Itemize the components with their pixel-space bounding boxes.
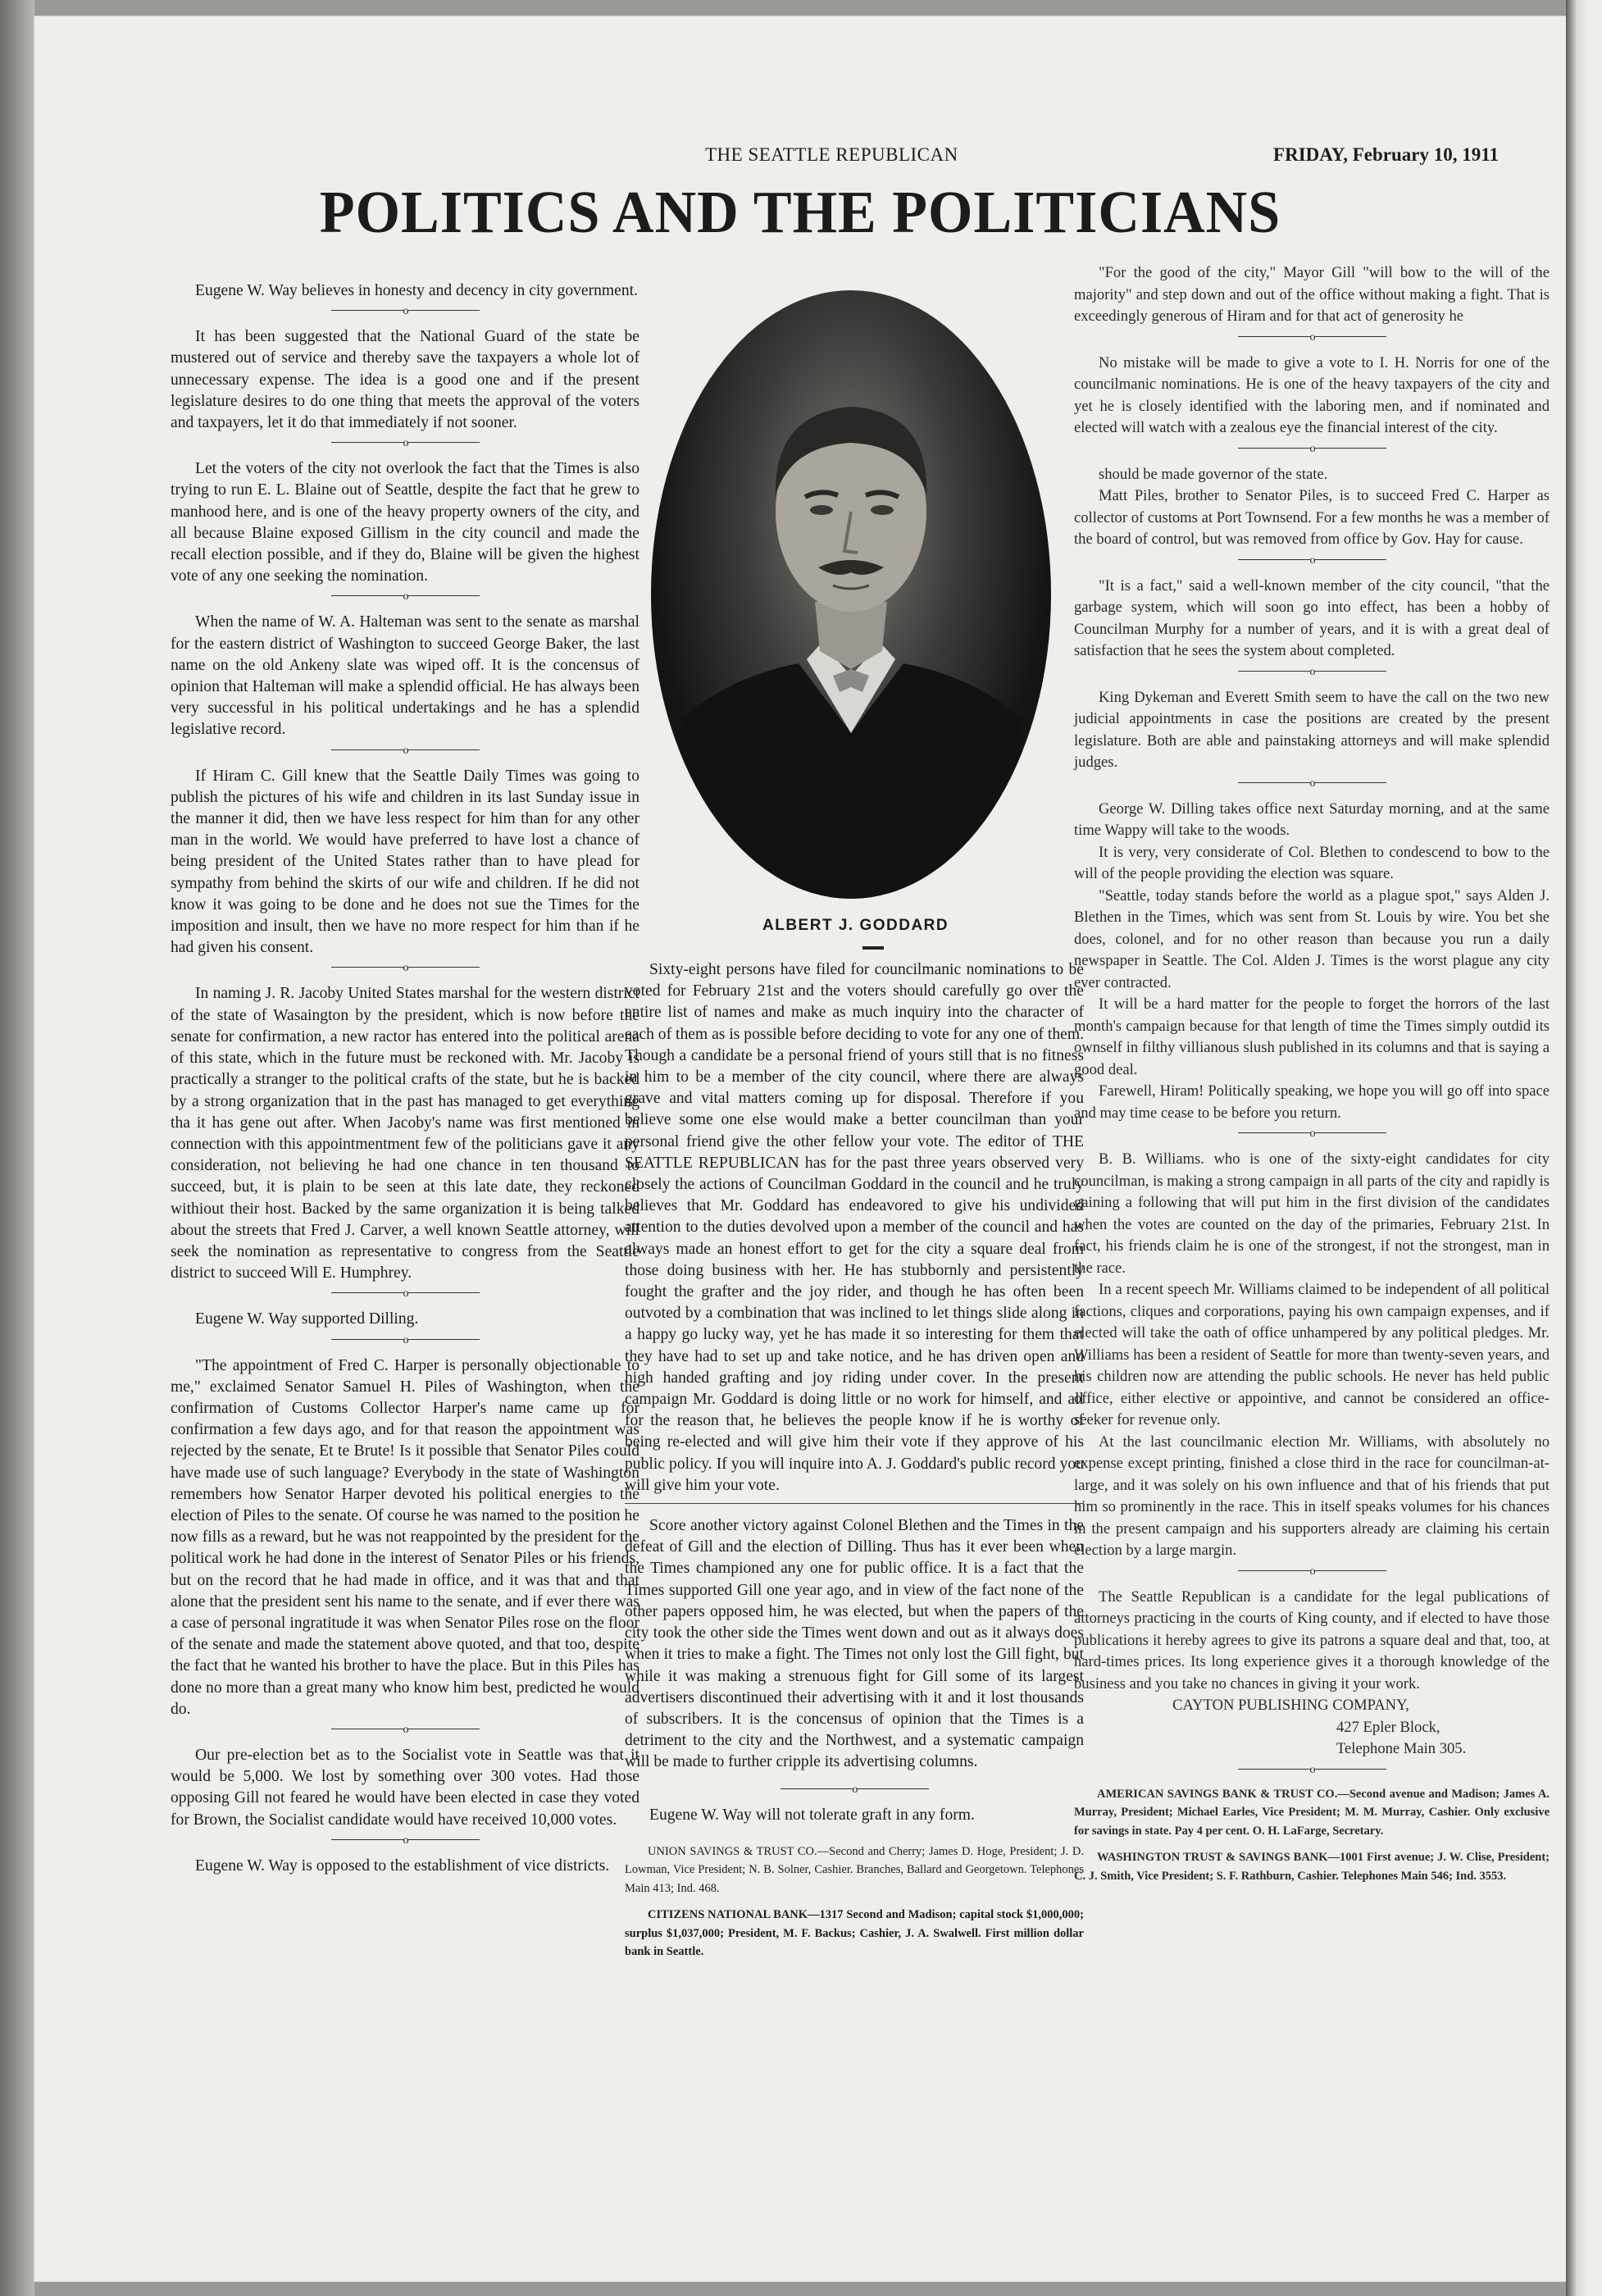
article-paragraph: No mistake will be made to give a vote to I. H. Norris for one of the councilmanic nominations. He is one of the heavy taxpayers of the city and yet he is closely identified with the laboring men, and if nominated and elected will watch with a zealous eye the financial interest of the city.: [1074, 353, 1550, 436]
separator: o: [171, 590, 639, 604]
caption-ornament: [862, 946, 884, 950]
separator: o: [171, 962, 639, 975]
bank-ad: UNION SAVINGS & TRUST CO.—Second and Cherry; James D. Hoge, President; J. D. Lowman, Vice President; N. B. Solner, Cashier. Branches, Ballard and Georgetown. Telephones Main 413; Ind. 468.: [625, 1844, 1084, 1895]
article-paragraph: B. B. Williams. who is one of the sixty-eight candidates for city councilman, is making a strong campaign in all parts of the city and rapidly is gaining a following that will put him in the first division of the candidates when the votes are counted on the day of the primaries, February 21st. In fact, his friends claim he is one of the strongest, if not the strongest, man in the race.: [1074, 1150, 1550, 1277]
separator: o: [1074, 443, 1550, 456]
newspaper-page: [34, 16, 1566, 2281]
right-column: [1074, 262, 1550, 1893]
page-headline: POLITICS AND THE POLITICIANS: [319, 180, 1281, 246]
article-paragraph: Matt Piles, brother to Senator Piles, is to succeed Fred C. Harper as collector of customs at Port Townsend. For a few months he was a member of the board of control, but was removed from office by Gov. Hay for cause.: [1074, 487, 1550, 548]
publisher-name: CAYTON PUBLISHING COMPANY,: [1172, 1697, 1409, 1714]
separator: o: [171, 305, 639, 318]
article-paragraph: In a recent speech Mr. Williams claimed to be independent of all political factions, cliques and corporations, paying his own campaign expenses, and if elected will take the oath of office unhampered by any political pledges. Mr. Williams has been a resident of Seattle for more than twenty-seven years, and his children now are attending the public schools. He never has held public office, either elective or appointive, and cannot be considered an office-seeker for revenue only.: [1074, 1281, 1550, 1428]
article-paragraph: "Seattle, today stands before the world as a plague spot," says Alden J. Blethen in the Times, which was sent from St. Louis by wire. You bet she does, colonel, and for no other reason than because you run a daily newspaper in Seattle. The Col. Alden J. Times is the worst plague any city ever contracted.: [1074, 886, 1550, 991]
masthead: [34, 144, 1566, 172]
article-paragraph: King Dykeman and Everett Smith seem to have the call on the two new judicial appointments in case the positions are created by the present legislature. Both are able and painstaking attorneys and will make splendid judges.: [1074, 688, 1550, 771]
article-paragraph: Eugene W. Way will not tolerate graft in any form.: [649, 1806, 975, 1824]
article-paragraph: Let the voters of the city not overlook the fact that the Times is also trying to run E. L. Blaine out of Seattle, despite the fact that he grew to manhood here, and is one of the heavy property owners of the city, and all because Blaine exposed Gillism in the city council and made the recall election possible, and if they do, Blaine will be given the highest vote of any one seeking the nomination.: [171, 460, 639, 585]
article-paragraph: If Hiram C. Gill knew that the Seattle Daily Times was going to publish the pictures of his wife and children in its last Sunday issue in the manner it did, then we have less respect for him than for any other man in the world. We would have preferred to have lost a chance of being president of the United States rather than to have plead for sympathy from behind the skirts of our wife and children. If he did not know it was going to be done and he does not sue the Times for the imposition and insult, then we have no more respect for him than if he had given his consent.: [171, 767, 639, 957]
article-paragraph: It has been suggested that the National Guard of the state be mustered out of service and thereby save the taxpayers a whole lot of unnecessary expense. The idea is a good one and if the present legislature desires to do one thing that meets the approval of the voters and taxpayers, let it do that immediately if not sooner.: [171, 328, 639, 432]
article-paragraph: "For the good of the city," Mayor Gill "will bow to the will of the majority" and step down and out of the office without making a fight. That is exceedingly generous of Hiram and for that act of generosity he: [1074, 264, 1550, 325]
portrait-oval: [651, 290, 1051, 899]
article-paragraph: It will be a hard matter for the people to forget the horrors of the last month's campaign because for that length of time the Times simply outdid its ownself in filthy villianous slush published in its columns and that is saying a good deal.: [1074, 995, 1550, 1078]
portrait-caption: ALBERT J. GODDARD: [762, 917, 949, 934]
article-paragraph: Sixty-eight persons have filed for councilmanic nominations to be voted for February 21st and the voters should carefully go over the entire list of names and make as much inquiry into the character of each of them as is possible before deciding to vote for any one of them. Though a candidate be a personal friend of yours still that is no fitness in him to be a member of the city council, where there are always grave and vital matters coming up for disposal. Therefore if you believe some one else would make a better councilman than your personal friend give the other fellow your vote. The editor of THE SEATTLE REPUBLICAN has for the past three years observed very closely the actions of Councilman Goddard in the council and he truly believes that Mr. Goddard has endeavored to give his undivided attention to the duties devolved upon a member of the council and has always made an honest effort to get for the city a square deal from those doing business with her. He has stubbornly and persistently fought the grafter and the joy rider, and though he has often been outvoted by a combination that was inclined to let things slide along in a happy go lucky way, yet he has made it so interesting for them that they have had to set up and take notice, and he has driven open and high handed grafting and joy riding under cover. In the present campaign Mr. Goddard is doing little or no work for himself, and all for the reason that, he believes the people know if he is worthy of being re-elected and will give him their vote if they approve of his public policy. If you will inquire into A. J. Goddard's public record you will give him your vote.: [625, 961, 1084, 1494]
separator: o: [1074, 554, 1550, 567]
separator: o: [171, 745, 639, 758]
separator: o: [1074, 1764, 1550, 1777]
article-paragraph: It is very, very considerate of Col. Blethen to condescend to bow to the will of the people providing the election was square.: [1074, 843, 1550, 882]
bank-ad: WASHINGTON TRUST & SAVINGS BANK—1001 First avenue; J. W. Clise, President; C. J. Smith, Vice President; S. F. Rathburn, Cashier. Telephones Main 546; Ind. 3553.: [1074, 1851, 1550, 1883]
publisher-phone: Telephone Main 305.: [1336, 1740, 1467, 1757]
article-paragraph: Farewell, Hiram! Politically speaking, we hope you will go off into space and may time cease to be before you return.: [1074, 1082, 1550, 1122]
portrait-figure: [651, 290, 1051, 899]
separator: o: [1074, 1565, 1550, 1578]
article-paragraph: "It is a fact," said a well-known member of the city council, "that the garbage system, which will soon go into effect, has been a hobby of Councilman Murphy for a number of years, and it is with a great deal of satisfaction that he sees the system about completed.: [1074, 576, 1550, 659]
separator: o: [171, 1724, 639, 1737]
left-column: [171, 280, 639, 1877]
article-paragraph: Eugene W. Way is opposed to the establishment of vice districts.: [195, 1856, 610, 1875]
page-spine-shadow: [0, 0, 34, 2296]
article-paragraph: When the name of W. A. Halteman was sent to the senate as marshal for the eastern district of Washington to succeed George Baker, the last name on the old Ankeny slate was wiped off. It is the concensus of opinion that Halteman will make a splendid official. He has always been very successful in his political undertakings and he has a splendid legislative record.: [171, 613, 639, 739]
bank-ad: AMERICAN SAVINGS BANK & TRUST CO.—Second avenue and Madison; James A. Murray, President; Michael Earles, Vice President; M. M. Murray, Cashier. Only exclusive for savings in state. Pay 4 per cent. O. H. LaFarge, Secretary.: [1074, 1787, 1550, 1838]
article-paragraph: The Seattle Republican is a candidate for the legal publications of attorneys practicing in the courts of King county, and if elected to have those publications it hereby agrees to give its patrons a square deal and that, too, at hard-times prices. Its long experience gives it a thorough knowledge of the business and you take no chances in giving it your work.: [1074, 1588, 1550, 1692]
bank-advertisements: [625, 1843, 1084, 1961]
separator: o: [1074, 777, 1550, 790]
article-paragraph: "The appointment of Fred C. Harper is personally objectionable to me," exclaimed Senator Samuel H. Piles of Washington, when the confirmation of Customs Collector Harper's name came up for confirmation a few days ago, and for that reason the appointment was rejected by the senate, Et te Brute! Is it possible that Senator Piles could have made use of such language? Everybody in the state of Washington remembers how Senator Harper devoted his political energies to the election of Piles to the senate. Of course he was named to the position he now fills as a reward, but he was not reappointed by the president for the political work he had done in the interest of Senator Piles or his friends, but on the record that he had made in office, and it was that and that alone that the president sent his name to the senate, and if ever there was a case of personal ingratitude it was when Senator Piles rose on the floor of the senate and made the statement above quoted, and that too, despite the fact that he wanted his brother to have the place. But in this Piles has done no more than a great many who know him best, predicted he would do.: [171, 1356, 639, 1718]
issue-date: FRIDAY, February 10, 1911: [1273, 144, 1499, 165]
portrait-photo: [651, 290, 1051, 899]
separator: o: [171, 1834, 639, 1847]
article-paragraph: Eugene W. Way believes in honesty and decency in city government.: [195, 282, 639, 299]
article-paragraph: should be made governor of the state.: [1099, 465, 1328, 483]
article-paragraph: George W. Dilling takes office next Saturday morning, and at the same time Wappy will take to the woods.: [1074, 800, 1550, 839]
separator: o: [171, 1287, 639, 1301]
separator: o: [625, 1784, 1084, 1797]
article-paragraph: Eugene W. Way supported Dilling.: [195, 1310, 419, 1328]
separator: o: [171, 1334, 639, 1347]
middle-column: [625, 959, 1084, 1970]
publisher-signature: [1172, 1695, 1550, 1761]
separator: o: [1074, 331, 1550, 344]
article-paragraph: In naming J. R. Jacoby United States marshal for the western district of the state of Wasaington by the president, which is now before the senate for confirmation, a new ractor has entered into the political arena of this state, which in the future must be reckoned with. Mr. Jacoby is practically a stranger to the political crafts of the state, but he is backed by a strong organization that in the past has managed to get everything tha it has gene out after. When Jacoby's name was first mentioned in connection with this appointmentment few of the politicians gave it any consideration, not believing he had one chance in ten thousand to succeed, but, it is plain to be seen at this late date, they reckoned withiout their host. Backed by the same organization it is being talked about the streets that Fred J. Carver, a well known Seattle attorney, will seek the nomination as representative to congress from the Seattle district to succeed Will E. Humphrey.: [171, 985, 639, 1282]
article-paragraph: Score another victory against Colonel Blethen and the Times in the defeat of Gill and the election of Dilling. Thus has it ever been when the Times championed any one for public office. It is a fact that the Times supported Gill one year ago, and in view of the fact none of the other papers opposed him, he was elected, but when the papers of the city took the other side the Times went down and out as it always does when it tries to make a fight. The Times not only lost the Gill fight, but while it was making a strenuous fight for Gill some of its largest advertisers discontinued their advertising with it and it lost thousands of subscribers. It is the concensus of opinion that the Times is a detriment to the city and the Northwest, and a systematic campaign will be made to further cripple its advertising columns.: [625, 1517, 1084, 1771]
bank-advertisements: [1074, 1785, 1550, 1886]
page-edge-shadow: [1566, 0, 1602, 2296]
separator: o: [1074, 1128, 1550, 1141]
separator: o: [171, 437, 639, 450]
separator: o: [1074, 666, 1550, 679]
paper-name: THE SEATTLE REPUBLICAN: [705, 144, 958, 165]
article-paragraph: Our pre-election bet as to the Socialist vote in Seattle was that it would be 5,000. We lost by something over 300 votes. Had those opposing Gill not feared he would have been elected in case they voted for Brown, the Socialist candidate would have received 10,000 votes.: [171, 1746, 639, 1829]
article-paragraph: At the last councilmanic election Mr. Williams, with absolutely no expense except printing, finished a close third in the race for councilman-at-large, and it was solely on his own influence and that of his friends that put him so prominently in the race. This in itself speaks volumes for his chances in the present campaign and his supporters already are claiming his certain election by a large margin.: [1074, 1433, 1550, 1559]
column-rule: [625, 1503, 1084, 1504]
publisher-address: 427 Epler Block,: [1336, 1718, 1440, 1736]
bank-ad: CITIZENS NATIONAL BANK—1317 Second and Madison; capital stock $1,000,000; surplus $1,037,000; President, M. F. Backus; Cashier, J. A. Swalwell. First million dollar bank in Seattle.: [625, 1908, 1084, 1959]
